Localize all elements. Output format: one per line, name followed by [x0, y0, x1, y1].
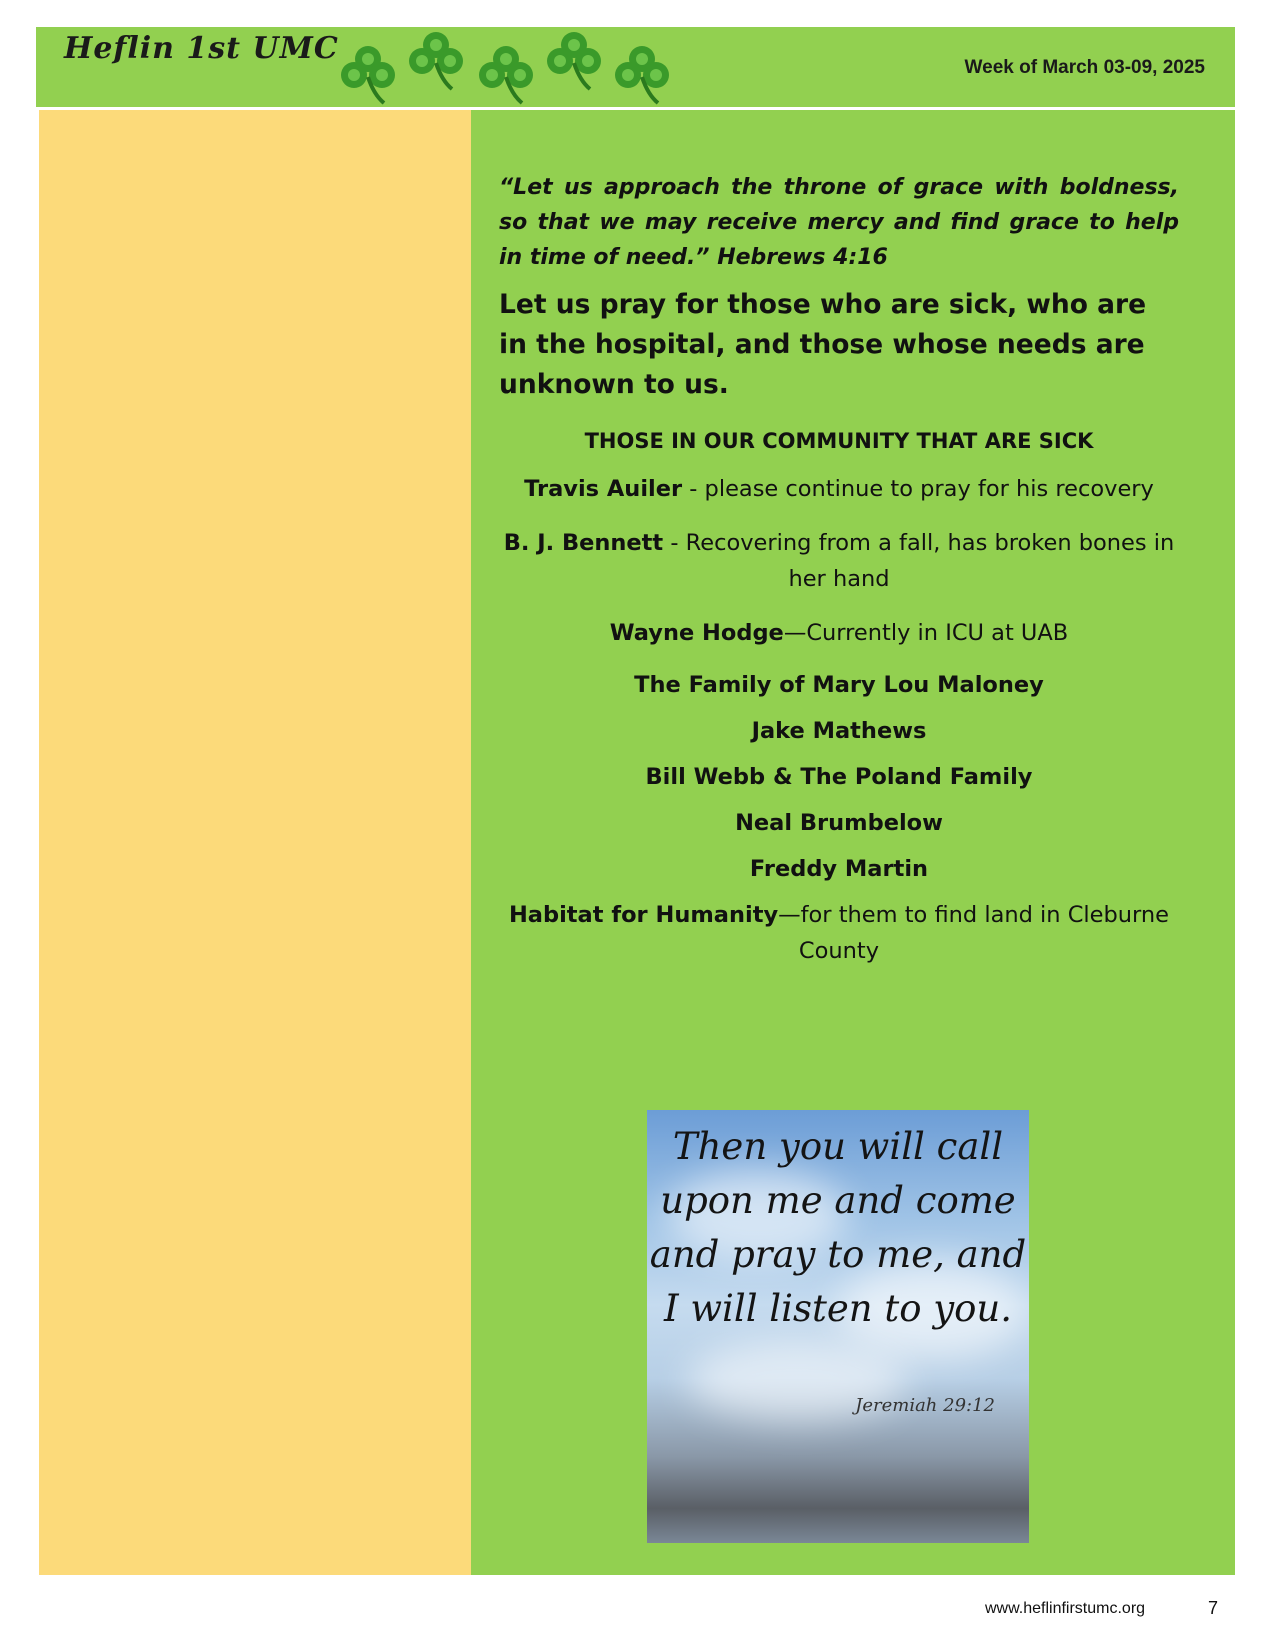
prayer-intro: Let us pray for those who are sick, who are in the hospital, and those whose needs are unknown to us. [499, 289, 1147, 400]
scripture-image-reference: Jeremiah 29:12 [855, 1395, 995, 1416]
prayer-name: Neal Brumbelow [735, 810, 943, 836]
prayer-item-name: B. J. Bennett [503, 530, 664, 556]
prayer-item-note: - Recovering from a fall, has broken bones in her hand [663, 530, 1175, 592]
shamrock-icon [547, 32, 601, 89]
week-label: Week of March 03-09, 2025 [964, 57, 1205, 78]
prayer-item-note: —Currently in ICU at UAB [783, 620, 1069, 646]
prayer-item-note: - please continue to pray for his recovery [682, 476, 1154, 502]
prayer-item [499, 615, 1179, 651]
shamrock-icon [341, 46, 395, 103]
prayer-item [499, 525, 1179, 597]
prayer-panel [471, 110, 1235, 1575]
shamrock-decoration [334, 27, 694, 109]
left-sidebar-panel [39, 110, 471, 1575]
prayer-name: Jake Mathews [751, 718, 927, 744]
shamrock-icon [615, 46, 669, 103]
prayer-name: Bill Webb & The Poland Family [645, 764, 1033, 790]
shamrock-icon [479, 46, 533, 103]
footer-url[interactable]: www.heflinfirstumc.org [985, 1600, 1146, 1617]
prayer-item-name: Travis Auiler [524, 476, 683, 502]
prayer-item [499, 897, 1179, 969]
prayer-content [499, 170, 1179, 969]
scripture-image-text: Then you will call upon me and come and pray to me, and I will listen to you. [649, 1125, 1027, 1330]
prayer-item [499, 471, 1179, 507]
prayer-name: Freddy Martin [749, 856, 929, 882]
scripture-image [647, 1110, 1029, 1543]
logo-text: Heflin 1st UMC [64, 31, 339, 66]
page-number: 7 [1208, 1598, 1219, 1618]
section-title: THOSE IN OUR COMMUNITY THAT ARE SICK [584, 429, 1094, 453]
prayer-name: The Family of Mary Lou Maloney [634, 672, 1044, 698]
scripture-verse: “Let us approach the throne of grace with boldness, so that we may receive mercy and find grace to help in time of need.” Hebrews 4:16 [499, 175, 1179, 270]
page-header [36, 27, 1235, 109]
prayer-item-name: Wayne Hodge [609, 620, 784, 646]
prayer-item-note: —for them to find land in Cleburne County [778, 902, 1170, 964]
shamrock-icon [409, 32, 463, 89]
prayer-item-name: Habitat for Humanity [508, 902, 779, 928]
